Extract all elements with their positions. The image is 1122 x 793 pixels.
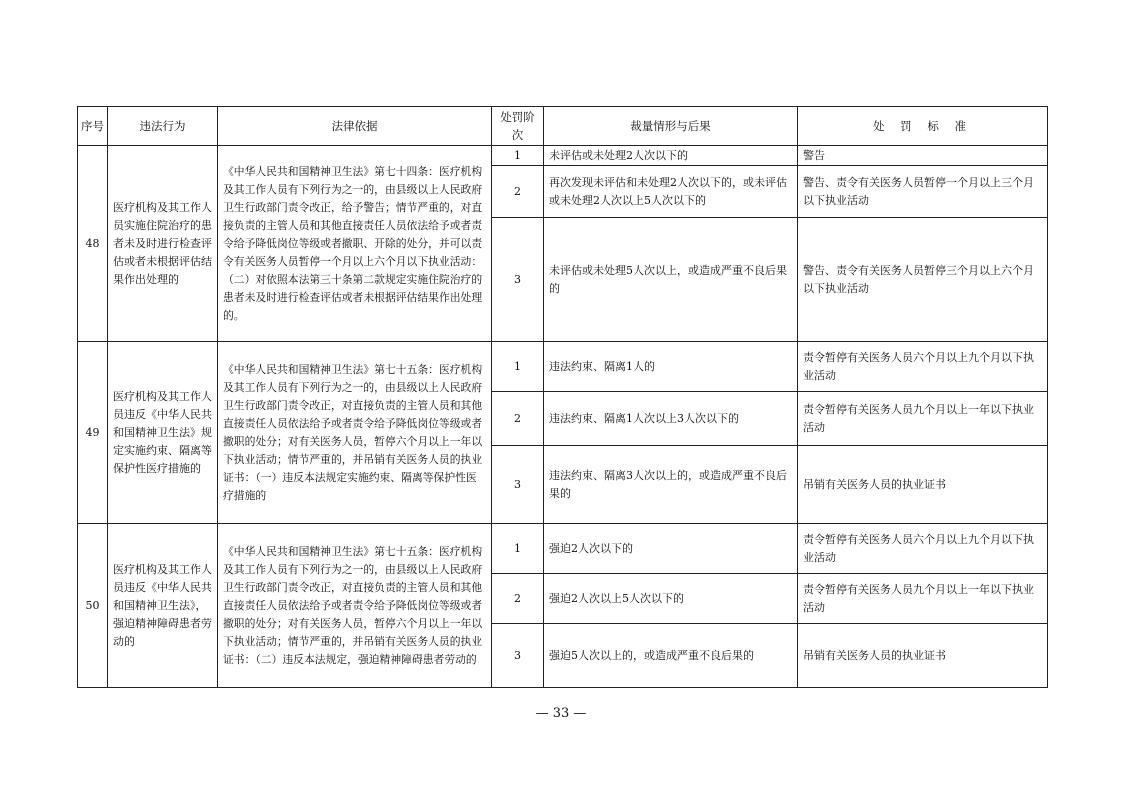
situation-cell: 未评估或未处理5人次以上，或造成严重不良后果的 bbox=[544, 218, 798, 342]
level-cell: 1 bbox=[492, 342, 544, 392]
situation-cell: 违法约束、隔离3人次以上的，或造成严重不良后果的 bbox=[544, 446, 798, 524]
penalty-cell: 责令暂停有关医务人员六个月以上九个月以下执业活动 bbox=[798, 342, 1048, 392]
penalty-cell: 警告 bbox=[798, 146, 1048, 166]
violation-cell: 医疗机构及其工作人员实施住院治疗的患者未及时进行检查评估或者未根据评估结果作出处理的 bbox=[108, 146, 218, 342]
table-row bbox=[78, 524, 1048, 574]
header-legal-basis: 法律依据 bbox=[218, 107, 492, 146]
header-penalty-level: 处罚阶次 bbox=[492, 107, 544, 146]
level-cell: 3 bbox=[492, 446, 544, 524]
level-cell: 3 bbox=[492, 218, 544, 342]
penalty-cell: 吊销有关医务人员的执业证书 bbox=[798, 624, 1048, 688]
level-cell: 2 bbox=[492, 392, 544, 446]
table-row bbox=[78, 342, 1048, 392]
situation-cell: 再次发现未评估和未处理2人次以下的，或未评估或未处理2人次以上5人次以下的 bbox=[544, 166, 798, 218]
header-situation: 裁量情形与后果 bbox=[544, 107, 798, 146]
row-number: 49 bbox=[78, 342, 108, 524]
legal-basis-cell: 《中华人民共和国精神卫生法》第七十五条：医疗机构及其工作人员有下列行为之一的，由县级以上人民政府卫生行政部门责令改正，对直接负责的主管人员和其他直接责任人员依法给予或者责令给予降低岗位等级或者撤职的处分；对有关医务人员，暂停六个月以上一年以下执业活动；情节严重的，并吊销有关医务人员的执业证书：（二）违反本法规定，强迫精神障碍患者劳动的 bbox=[218, 524, 492, 688]
situation-cell: 违法约束、隔离1人次以上3人次以下的 bbox=[544, 392, 798, 446]
penalty-cell: 警告、责令有关医务人员暂停一个月以上三个月以下执业活动 bbox=[798, 166, 1048, 218]
level-cell: 1 bbox=[492, 524, 544, 574]
situation-cell: 强迫5人次以上的，或造成严重不良后果的 bbox=[544, 624, 798, 688]
penalty-cell: 责令暂停有关医务人员六个月以上九个月以下执业活动 bbox=[798, 524, 1048, 574]
penalty-cell: 吊销有关医务人员的执业证书 bbox=[798, 446, 1048, 524]
situation-cell: 强迫2人次以下的 bbox=[544, 524, 798, 574]
situation-cell: 违法约束、隔离1人的 bbox=[544, 342, 798, 392]
legal-basis-cell: 《中华人民共和国精神卫生法》第七十五条：医疗机构及其工作人员有下列行为之一的，由县级以上人民政府卫生行政部门责令改正，对直接负责的主管人员和其他直接责任人员依法给予或者责令给予降低岗位等级或者撤职的处分；对有关医务人员，暂停六个月以上一年以下执业活动；情节严重的，并吊销有关医务人员的执业证书：（一）违反本法规定实施约束、隔离等保护性医疗措施的 bbox=[218, 342, 492, 524]
legal-basis-cell: 《中华人民共和国精神卫生法》第七十四条：医疗机构及其工作人员有下列行为之一的，由县级以上人民政府卫生行政部门责令改正，给予警告；情节严重的，对直接负责的主管人员和其他直接责任人员依法给予或者责令给予降低岗位等级或者撤职、开除的处分，并可以责令有关医务人员暂停一个月以上六个月以下执业活动：（二）对依照本法第三十条第二款规定实施住院治疗的患者未及时进行检查评估或者未根据评估结果作出处理的。 bbox=[218, 146, 492, 342]
level-cell: 2 bbox=[492, 166, 544, 218]
level-cell: 1 bbox=[492, 146, 544, 166]
header-violation: 违法行为 bbox=[108, 107, 218, 146]
page-number: — 33 — bbox=[535, 706, 587, 721]
table-row bbox=[78, 146, 1048, 166]
situation-cell: 未评估或未处理2人次以下的 bbox=[544, 146, 798, 166]
table-header-row bbox=[78, 107, 1048, 146]
penalty-cell: 警告、责令有关医务人员暂停三个月以上六个月以下执业活动 bbox=[798, 218, 1048, 342]
penalty-cell: 责令暂停有关医务人员九个月以上一年以下执业活动 bbox=[798, 574, 1048, 624]
row-number: 48 bbox=[78, 146, 108, 342]
level-cell: 3 bbox=[492, 624, 544, 688]
header-no: 序号 bbox=[78, 107, 108, 146]
violation-cell: 医疗机构及其工作人员违反《中华人民共和国精神卫生法》规定实施约束、隔离等保护性医疗措施的 bbox=[108, 342, 218, 524]
penalty-cell: 责令暂停有关医务人员九个月以上一年以下执业活动 bbox=[798, 392, 1048, 446]
violation-cell: 医疗机构及其工作人员违反《中华人民共和国精神卫生法》，强迫精神障碍患者劳动的 bbox=[108, 524, 218, 688]
situation-cell: 强迫2人次以上5人次以下的 bbox=[544, 574, 798, 624]
header-penalty-standard: 处 罚 标 准 bbox=[798, 107, 1048, 146]
penalty-standard-table bbox=[77, 106, 1048, 688]
level-cell: 2 bbox=[492, 574, 544, 624]
row-number: 50 bbox=[78, 524, 108, 688]
